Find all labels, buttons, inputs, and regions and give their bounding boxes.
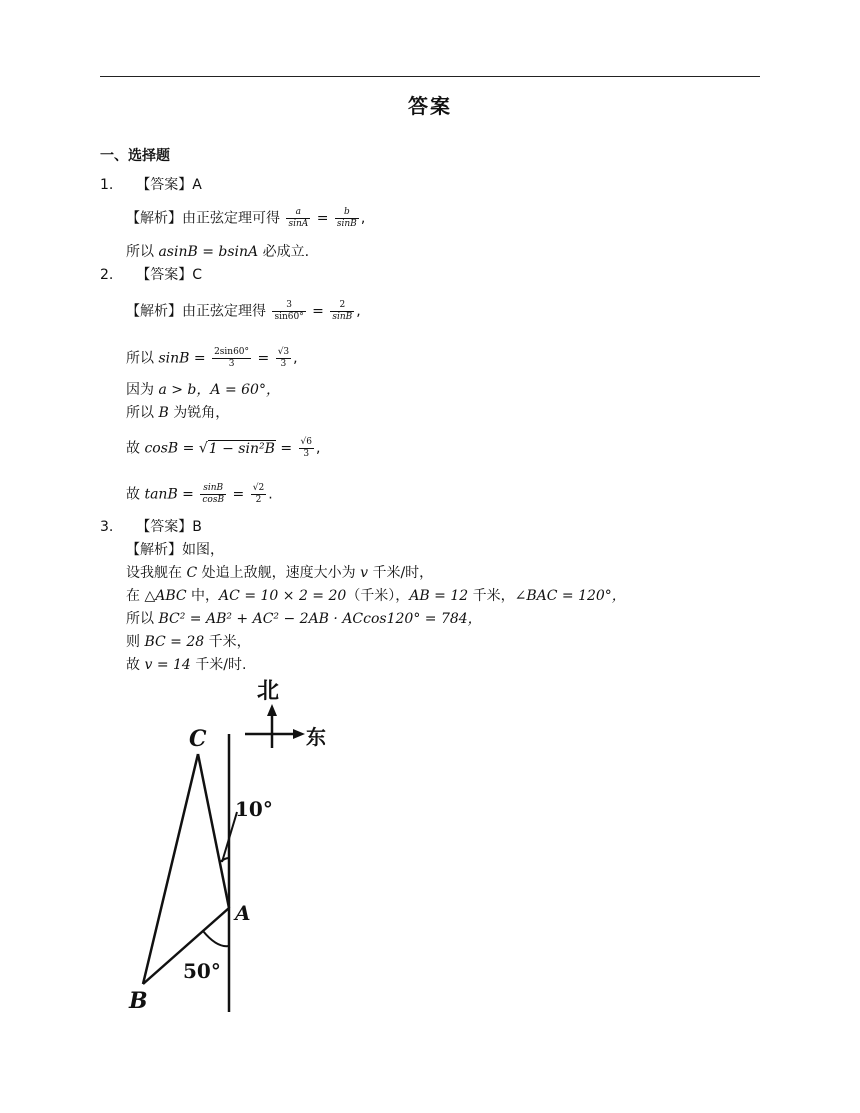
q2-line4 [126,404,229,422]
q2-jiexi-line: 【解析】由正弦定理得 $\frac{3}{\sin 60^\circ}$ = $\frac{2}{\sin B}$ , [126,300,361,322]
north-arrow-icon [267,704,277,716]
q3-l4-prefix: 所以 [126,611,154,627]
q2-answer-line [100,266,202,284]
q3-l2-c: C [186,565,198,581]
q2-l4-math: B [158,405,169,421]
q3-l3-ang: ∠BAC = 120°， [514,588,626,604]
q1-l2-prefix: 所以 [126,244,154,260]
q2-frac-2: $\frac{2}{\sin B}$ [332,300,353,322]
east-arrow-icon [293,729,305,739]
q3-line3 [126,587,626,605]
q3-jiexi-label: 【解析】 [126,542,182,558]
q2-l6-frac1: $\frac{\sin B}{\cos B}$ [202,483,225,505]
q3-jiexi-line [126,541,224,559]
q2-line6: 故 tanB = $\frac{\sin B}{\cos B}$ = $\frac{√2}{2}$ . [126,483,273,505]
q2-l2-frac2: $\frac{√3}{3}$ [277,347,290,369]
q3-l3-tri: △ABC [144,588,187,604]
east-label: 东 [306,725,326,749]
q3-l6-prefix: 故 [126,657,140,673]
vertex-c-label: C [189,726,207,752]
q1-l2-suffix: 必成立. [262,244,310,260]
q1-number: 1. [100,177,114,193]
q3-l4-math: BC² = AB² + AC² − 2AB · ACcos120° = 784， [158,611,482,627]
q3-answer-line [100,518,202,536]
q1-answer-line [100,176,202,194]
q3-l3-c: （千米）， [346,588,410,604]
page-title: 答案 [408,94,452,118]
q1-answer: 【答案】A [136,177,202,193]
q3-line4 [126,610,482,628]
vertex-b-label: B [129,988,148,1014]
q3-jiexi-text: 如图， [182,542,224,558]
q2-l5-frac: $\frac{√6}{3}$ [300,437,312,459]
q3-l2-v: v [360,565,368,581]
angle-50-label: 50° [183,959,221,983]
q3-l3-ab: AB = 12 [409,588,469,604]
vertex-a-label: A [235,901,251,925]
q1-frac-b: $\frac{b}{\sin B}$ [336,207,357,229]
q2-l6-lhs: tanB = [144,486,194,503]
q2-line5: 故 cosB = √1 − sin²B = $\frac{√6}{3}$ , [126,437,321,459]
q3-l2-a: 设我舰在 [126,565,182,581]
q1-l2-math: asinB = bsinA [158,244,259,260]
angle-10-label: 10° [235,797,273,821]
q3-l5-suffix: 千米， [208,634,251,650]
q2-frac-1: $\frac{3}{\sin 60^\circ}$ [274,300,304,322]
q3-line5 [126,633,251,651]
q2-l5-prefix: 故 [126,440,140,457]
angle-50-arc [203,931,229,946]
q3-l6-math: v = 14 [144,657,191,673]
section-heading: 一、选择题 [100,148,170,164]
q2-jiexi-text: 由正弦定理得 [182,303,266,320]
q2-jiexi-label: 【解析】 [126,303,182,320]
q3-l3-b: 中， [191,588,220,604]
q2-l5-sqrt: 1 − sin²B [208,440,275,457]
q2-l2-lhs: sinB = [158,350,206,367]
q2-number: 2. [100,267,114,283]
q2-l5-lhs: cosB = [144,440,195,457]
q3-l5-prefix: 则 [126,634,140,650]
q2-l3-prefix: 因为 [126,382,154,398]
q2-line2: 所以 sinB = $\frac{2\sin 60^\circ}{3}$ = $\frac{√3}{3}$ , [126,347,298,369]
q1-jiexi-text: 由正弦定理可得 [182,210,280,227]
q3-l6-suffix: 千米/时. [195,657,247,673]
q3-l2-mid: 处追上敌舰，速度大小为 [201,565,356,581]
q3-l3-ac: AC = 10 × 2 = 20 [219,588,347,604]
q2-line3 [126,381,280,399]
triangle-figure [125,672,355,1017]
q1-jiexi-label: 【解析】 [126,210,182,227]
q2-answer: 【答案】C [136,267,203,283]
q3-number: 3. [100,519,114,535]
q2-l3-math: a > b，A = 60°， [158,382,280,398]
q3-l2-end: 千米/时， [372,565,434,581]
q2-l2-frac1: $\frac{2\sin 60^\circ}{3}$ [214,347,250,369]
q2-l6-frac2: $\frac{√2}{2}$ [252,483,265,505]
q3-answer: 【答案】B [136,519,202,535]
q1-frac-a: $\frac{a}{\sin A}$ [288,207,309,229]
q1-line2 [126,243,309,261]
q3-line2 [126,564,433,582]
q3-l3-d: 千米， [472,588,515,604]
q3-l5-math: BC = 28 [144,634,205,650]
q2-l4-suffix: 为锐角， [173,405,230,421]
side-ca [198,754,229,908]
top-rule [100,76,760,77]
q2-l4-prefix: 所以 [126,405,154,421]
side-cb [143,754,198,984]
q2-l6-prefix: 故 [126,486,140,503]
north-label: 北 [257,679,280,704]
q3-l3-a: 在 [126,588,140,604]
q1-jiexi-line: 【解析】由正弦定理可得 $\frac{a}{\sin A}$ = $\frac{b}{\sin B}$ , [126,207,366,229]
q2-l2-prefix: 所以 [126,350,154,367]
